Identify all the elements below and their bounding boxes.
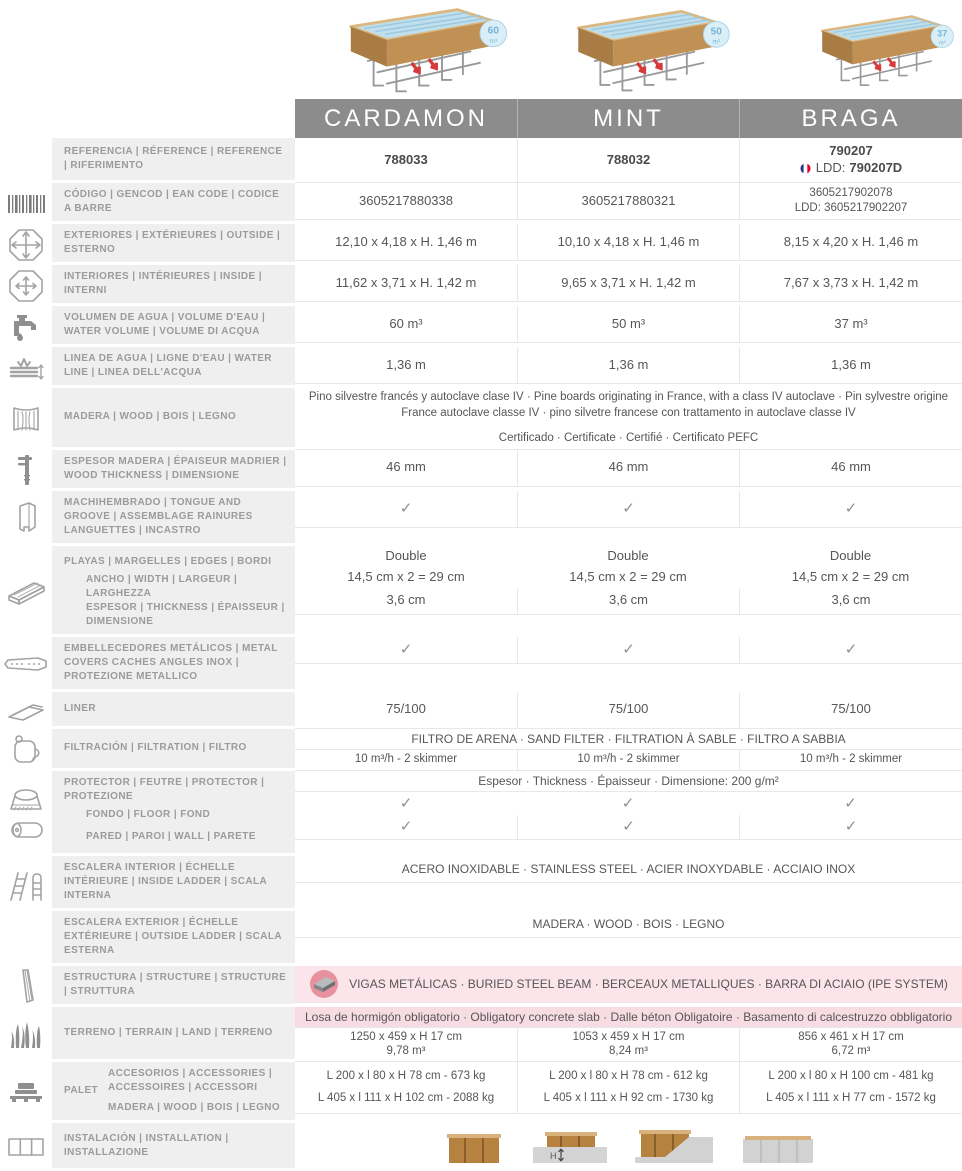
value-mint: 1,36 m bbox=[517, 347, 739, 383]
value-braga: 10 m³/h - 2 skimmer bbox=[739, 750, 962, 770]
row-embellecedores bbox=[0, 637, 962, 692]
value-mint: Double bbox=[607, 547, 649, 563]
row-estructura bbox=[0, 966, 962, 1007]
installation-icon bbox=[0, 1123, 52, 1171]
madera-certification: Certificado · Certificate · Certifié · Certificato PEFC bbox=[498, 432, 759, 445]
row-label-exteriores: EXTERIORES | EXTÉRIEURES | OUTSIDE | ESTERNO bbox=[52, 224, 295, 265]
value-braga: 856 x 461 x H 17 cm 6,72 m³ bbox=[739, 1028, 962, 1062]
row-codigo bbox=[0, 183, 962, 224]
check-mint: ✓ bbox=[517, 637, 739, 663]
value-mint: 50 m³ bbox=[517, 306, 739, 342]
value-mint: 10 m³/h - 2 skimmer bbox=[517, 750, 739, 770]
value-mint: 10,10 x 4,18 x H. 1,46 m bbox=[517, 224, 739, 260]
row-label-protector: PROTECTOR | FEUTRE | PROTECTOR | PROTEZIONE FONDO | FLOOR | FOND PARED | PAROI | WALL | PARETE bbox=[52, 771, 295, 856]
row-escalera-exterior bbox=[0, 911, 962, 966]
barcode-icon bbox=[0, 183, 52, 224]
row-label-linea-agua: LINEA DE AGUA | LIGNE D'EAU | WATER LINE | LINEA DELL'ACQUA bbox=[52, 347, 295, 388]
row-exteriores bbox=[0, 224, 962, 265]
pool-images-row bbox=[0, 0, 962, 99]
value-braga: 1,36 m bbox=[739, 347, 962, 383]
row-madera bbox=[0, 388, 962, 450]
row-terreno bbox=[0, 1007, 962, 1063]
check-mint: ✓ bbox=[517, 491, 739, 527]
header-row bbox=[0, 99, 962, 138]
value-braga: Double bbox=[829, 547, 872, 563]
check-cardamon: ✓ bbox=[399, 499, 413, 517]
install-semi-buried-icon bbox=[533, 1125, 607, 1169]
value-braga: 37 m³ bbox=[739, 306, 962, 342]
check-braga: ✓ bbox=[739, 637, 962, 663]
check-fondo-mint: ✓ bbox=[621, 794, 635, 812]
steel-beam-icon bbox=[309, 969, 339, 999]
filtracion-type: FILTRO DE ARENA · SAND FILTER · FILTRATION À SABLE · FILTRO A SABBIA bbox=[295, 729, 962, 750]
value-braga: 3,6 cm bbox=[739, 588, 962, 614]
value-cardamon: 1250 x 459 x H 17 cm 9,78 m³ bbox=[350, 1030, 462, 1058]
pool-edge-icon bbox=[0, 546, 52, 637]
value-cardamon: 12,10 x 4,18 x H. 1,46 m bbox=[335, 233, 477, 249]
svg-text:m³: m³ bbox=[489, 37, 498, 45]
svg-text:H: H bbox=[549, 1151, 556, 1162]
value-mint: 9,65 x 3,71 x H. 1,42 m bbox=[517, 265, 739, 301]
value-mint: L 200 x l 80 x H 78 cm - 612 kg L 405 x l 111 x H 92 cm - 1730 kg bbox=[517, 1062, 739, 1113]
check-pared-cardamon: ✓ bbox=[399, 818, 413, 836]
estructura-value: VIGAS METÁLICAS · BURIED STEEL BEAM · BERCEAUX METALLIQUES · BARRA DI ACIAIO (IPE SYSTEM) bbox=[295, 966, 962, 1003]
installation-diagrams bbox=[295, 1123, 962, 1171]
row-protector bbox=[0, 771, 962, 856]
grass-icon bbox=[0, 1007, 52, 1063]
value-mint: 1053 x 459 x H 17 cm 8,24 m³ bbox=[517, 1028, 739, 1062]
value-braga: L 200 x l 80 x H 100 cm - 481 kg L 405 x l 111 x H 77 cm - 1572 kg bbox=[739, 1062, 962, 1113]
row-liner bbox=[0, 692, 962, 729]
row-label-liner: LINER bbox=[52, 692, 295, 729]
check-pared-mint: ✓ bbox=[517, 815, 739, 839]
row-label-filtracion: FILTRACIÓN | FILTRATION | FILTRO bbox=[52, 729, 295, 771]
row-label-instalacion: INSTALACIÓN | INSTALLATION | INSTALLAZIONE bbox=[52, 1123, 295, 1171]
svg-text:60: 60 bbox=[487, 25, 500, 37]
row-machihembrado bbox=[0, 491, 962, 546]
check-cardamon: ✓ bbox=[399, 640, 413, 658]
value-cardamon: L 200 x l 80 x H 78 cm - 673 kg L 405 x l 111 x H 102 cm - 2088 kg bbox=[317, 1070, 495, 1105]
water-line-icon bbox=[0, 347, 52, 388]
value-braga: 3605217902078 LDD: 3605217902207 bbox=[739, 183, 962, 219]
felt-roll-icon bbox=[8, 821, 44, 839]
value-mint: 46 mm bbox=[517, 450, 739, 486]
row-palet bbox=[0, 1062, 962, 1123]
install-slope-buried-icon bbox=[635, 1125, 713, 1169]
water-tap-icon bbox=[0, 306, 52, 347]
check-pared-braga: ✓ bbox=[739, 815, 962, 839]
install-above-ground-icon bbox=[443, 1125, 505, 1169]
value-cardamon: 14,5 cm x 2 = 29 cm bbox=[347, 568, 465, 584]
protector-pad-icon bbox=[8, 787, 44, 813]
row-label-madera: MADERA | WOOD | BOIS | LEGNO bbox=[52, 388, 295, 450]
metal-cover-icon bbox=[0, 637, 52, 692]
ladder-icon bbox=[0, 856, 52, 911]
value-cardamon: 3,6 cm bbox=[386, 592, 426, 608]
exterior-dimensions-icon bbox=[0, 224, 52, 265]
value-braga: 8,15 x 4,20 x H. 1,46 m bbox=[739, 224, 962, 260]
row-escalera-interior bbox=[0, 856, 962, 911]
row-instalacion bbox=[0, 1123, 962, 1171]
row-label-volumen: VOLUMEN DE AGUA | VOLUME D'EAU | WATER VOLUME | VOLUME DI ACQUA bbox=[52, 306, 295, 347]
row-referencia bbox=[0, 138, 962, 183]
row-label-estructura: ESTRUCTURA | STRUCTURE | STRUCTURE | STRUTTURA bbox=[52, 966, 295, 1007]
value-mint: 3,6 cm bbox=[517, 588, 739, 614]
column-header-mint: MINT bbox=[517, 99, 739, 138]
row-label-escalera-exterior: ESCALERA EXTERIOR | ÉCHELLE EXTÉRIEURE | OUTSIDE LADDER | SCALA ESTERNA bbox=[52, 911, 295, 966]
row-filtracion bbox=[0, 729, 962, 771]
wood-grain-icon bbox=[0, 388, 52, 450]
value-cardamon: 60 m³ bbox=[389, 315, 423, 331]
check-fondo-braga: ✓ bbox=[844, 794, 857, 812]
interior-dimensions-icon bbox=[0, 265, 52, 306]
value-cardamon: 3605217880338 bbox=[359, 192, 453, 208]
row-label-playas: PLAYAS | MARGELLES | EDGES | BORDI ANCHO | WIDTH | LARGEUR | LARGHEZZA ESPESOR | THICKNESS | ÉPAISSEUR | DIMENSIONE bbox=[52, 546, 295, 637]
pool-image-mint bbox=[517, 0, 739, 99]
row-volumen bbox=[0, 306, 962, 347]
tongue-groove-icon bbox=[0, 491, 52, 546]
value-braga: 790207 LDD: 790207D bbox=[739, 138, 962, 182]
row-label-embellecedores: EMBELLECEDORES METÁLICOS | METAL COVERS CACHES ANGLES INOX | PROTEZIONE METALLICO bbox=[52, 637, 295, 692]
column-header-cardamon: CARDAMON bbox=[295, 99, 517, 138]
check-braga: ✓ bbox=[739, 491, 962, 527]
row-label-machihembrado: MACHIHEMBRADO | TONGUE AND GROOVE | ASSEMBLAGE RAINURES LANGUETTES | INCASTRO bbox=[52, 491, 295, 546]
value-cardamon: Double bbox=[385, 547, 427, 563]
row-linea-agua bbox=[0, 347, 962, 388]
value-mint: 788032 bbox=[517, 138, 739, 182]
planks-icon bbox=[0, 966, 52, 1007]
value-mint: 75/100 bbox=[517, 692, 739, 728]
pallet-icon bbox=[0, 1062, 52, 1123]
terreno-requirement: Losa de hormigón obligatorio · Obligatory concrete slab · Dalle béton Obligatoire · Basamento di calcestruzzo obbligatorio bbox=[295, 1007, 962, 1028]
row-label-palet: PALET ACCESORIOS | ACCESSORIES | ACCESSOIRES | ACCESSORI MADERA | WOOD | BOIS | LEGNO bbox=[52, 1062, 295, 1123]
install-fully-buried-icon bbox=[741, 1125, 815, 1169]
protector-spec: Espesor · Thickness · Épaisseur · Dimensione: 200 g/m² bbox=[295, 771, 962, 792]
row-label-escalera-interior: ESCALERA INTERIOR | ÉCHELLE INTÉRIEURE | INSIDE LADDER | SCALA INTERNA bbox=[52, 856, 295, 911]
value-cardamon: 788033 bbox=[384, 151, 428, 167]
france-flag-icon bbox=[800, 163, 811, 174]
svg-text:50: 50 bbox=[710, 25, 722, 37]
svg-text:m³: m³ bbox=[938, 39, 946, 46]
row-playas bbox=[0, 546, 962, 637]
check-fondo-cardamon: ✓ bbox=[399, 794, 413, 812]
filter-pump-icon bbox=[0, 729, 52, 771]
caliper-icon bbox=[0, 450, 52, 491]
row-espesor-madera bbox=[0, 450, 962, 491]
svg-text:m³: m³ bbox=[712, 38, 721, 46]
liner-icon bbox=[0, 692, 52, 729]
value-braga: 7,67 x 3,73 x H. 1,42 m bbox=[739, 265, 962, 301]
column-header-braga: BRAGA bbox=[739, 99, 962, 138]
row-label-espesor-madera: ESPESOR MADERA | ÉPAISEUR MADRIER | WOOD THICKNESS | DIMENSIONE bbox=[52, 450, 295, 491]
value-mint: 3605217880321 bbox=[517, 183, 739, 219]
value-cardamon: 10 m³/h - 2 skimmer bbox=[354, 753, 458, 766]
row-label-terreno: TERRENO | TERRAIN | LAND | TERRENO bbox=[52, 1007, 295, 1063]
svg-text:37: 37 bbox=[937, 27, 948, 38]
value-cardamon: 46 mm bbox=[386, 459, 426, 475]
value-braga: 75/100 bbox=[739, 692, 962, 728]
value-cardamon: 11,62 x 3,71 x H. 1,42 m bbox=[335, 274, 477, 290]
escalera-exterior-material: MADERA · WOOD · BOIS · LEGNO bbox=[295, 911, 962, 938]
row-interiores bbox=[0, 265, 962, 306]
value-cardamon: 75/100 bbox=[386, 701, 426, 717]
pool-image-cardamon bbox=[295, 0, 517, 99]
value-cardamon: 1,36 m bbox=[386, 356, 426, 372]
value-braga: 14,5 cm x 2 = 29 cm bbox=[791, 568, 910, 584]
row-label-interiores: INTERIORES | INTÉRIEURES | INSIDE | INTERNI bbox=[52, 265, 295, 306]
row-label-referencia: REFERENCIA | RÉFERENCE | REFERENCE | RIFERIMENTO bbox=[52, 138, 295, 183]
value-mint: 14,5 cm x 2 = 29 cm bbox=[569, 568, 687, 584]
value-braga: 46 mm bbox=[739, 450, 962, 486]
madera-description: Pino silvestre francés y autoclave clase IV · Pine boards originating in France, with a class IV autoclave · Pin sylvestre origine France autoclave classe IV · pino silvetre francese con trattamento in autoclave classe IV bbox=[308, 391, 949, 419]
row-label-codigo: CÓDIGO | GENCOD | EAN CODE | CODICE A BARRE bbox=[52, 183, 295, 224]
pool-image-braga bbox=[739, 0, 962, 99]
escalera-interior-material: ACERO INOXIDABLE · STAINLESS STEEL · ACIER INOXYDABLE · ACCIAIO INOX bbox=[295, 856, 962, 883]
